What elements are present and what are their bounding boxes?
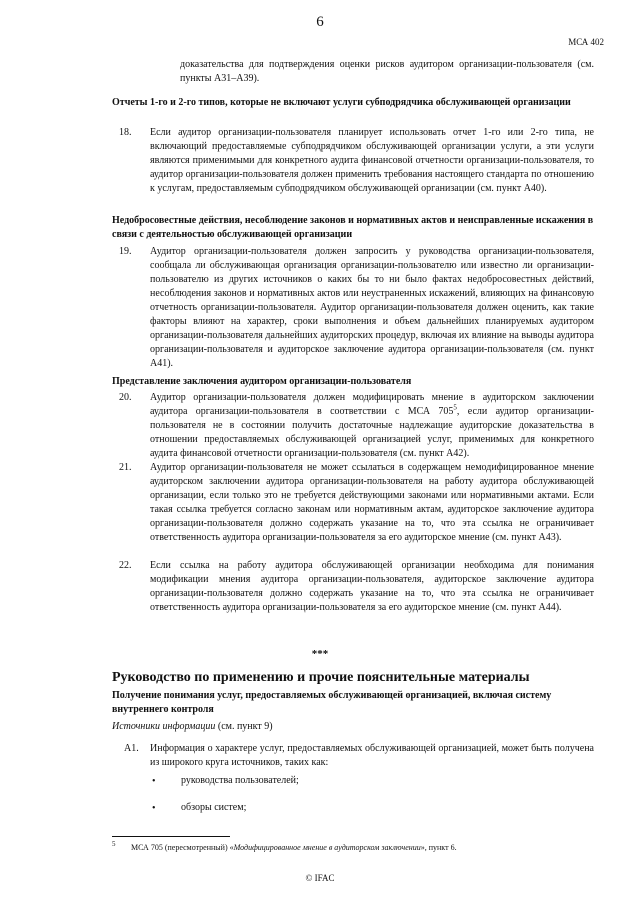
footnote-text: МСА 705 (пересмотренный) «Модифицированное мнение в аудиторском заключении», пункт 6. xyxy=(131,843,457,852)
section-heading-fraud: Недобросовестные действия, несоблюдение законов и нормативных актов и неисправленные искажения в связи с деятельностью обслуживающей организации xyxy=(112,215,594,240)
section-heading-type-reports: Отчеты 1-го и 2-го типов, которые не включают услуги субподрядчика обслуживающей организации xyxy=(112,97,571,108)
paragraph-number: 18. xyxy=(119,127,132,138)
bullet-icon: • xyxy=(152,803,156,814)
sources-heading: Источники информации (см. пункт 9) xyxy=(112,721,273,732)
paragraph-19: Аудитор организации-пользователя должен запросить у руководства организации-пользователя, сообщала ли обслуживающая организация организации-пользователю или известно ли организации-пользователю из других источников о каких бы то ни было фактах недобросовестных действий, несоблюдения законов и нормативных актов или неустраненных искажений, влияющих на финансовую отчетность организации-пользователя. Аудитор организации-пользователя должен оценить, как такие факторы влияют на характер, сроки выполнения и объем дальнейших планируемых аудитором организации-пользователя дальнейших аудиторских процедур, включая их влияние на выводы аудитора организации-пользователя и аудиторское заключение аудитора организации-пользователя (см. пункт А41). xyxy=(150,246,594,369)
guidance-title: Руководство по применению и прочие пояснительные материалы xyxy=(112,670,530,685)
paragraph-21: Аудитор организации-пользователя не может ссылаться в содержащем немодифицированное мнение аудиторском заключении аудитора организации-пользователя на работу аудитора обслуживающей организации, если только это не требуется действующими законами или нормативными актами. Если такая ссылка требуется согласно законам или нормативным актам, аудиторское заключение аудитора организации-пользователя должно содержать указание на то, что эта ссылка не ограничивает ответственность аудитора организации-пользователя за его аудиторское мнение (см. пункт А43). xyxy=(150,462,594,543)
paragraph-number: 19. xyxy=(119,246,132,257)
footnote-reference: 5 xyxy=(453,403,457,412)
paragraph-number: 22. xyxy=(119,560,132,571)
list-item: обзоры систем; xyxy=(181,802,247,813)
page-number: 6 xyxy=(316,14,324,30)
paragraph-20: Аудитор организации-пользователя должен модифицировать мнение в аудиторском заключении аудитора организации-пользователя в соответствии с МСА $705^5$, если аудитор организации-пользователя не в состоянии получить достаточные надлежащие аудиторские доказательства в отношении предоставляемых обслуживающей организацией услуг, применимых для конкретного аудита финансовой отчетности организации-пользователя (см. пункт А42). xyxy=(150,392,594,459)
paragraph-number: 21. xyxy=(119,462,132,473)
guidance-subheading: Получение понимания услуг, предоставляемых обслуживающей организацией, включая систему внутреннего контроля xyxy=(112,690,552,715)
paragraph-18: Если аудитор организации-пользователя планирует использовать отчет 1-го или 2-го типа, не включающий предоставляемые субподрядчиком обслуживающей организации услуги, а эти услуги являются применимыми для конкретного аудита финансовой отчетности организации-пользователя, то аудитор организации-пользователя должен применить требования настоящего стандарта по отношению к услугам, предоставляемым субподрядчиком обслуживающей организации (см. пункт А40). xyxy=(150,127,594,194)
copyright-footer: © IFAC xyxy=(305,873,335,883)
section-heading-reporting: Представление заключения аудитором организации-пользователя xyxy=(112,376,412,387)
paragraph-number: 20. xyxy=(119,392,132,403)
footnote-divider xyxy=(112,836,230,837)
list-item: руководства пользователей; xyxy=(181,775,299,786)
paragraph-22: Если ссылка на работу аудитора обслуживающей организации необходима для понимания модификации мнения аудитора организации-пользователя, аудиторское заключение аудитора организации-пользователя должно содержать указание на то, что эта ссылка не ограничивает ответственность аудитора организации-пользователя за его аудиторское мнение (см. пункт А44). xyxy=(150,560,594,613)
intro-continuation: доказательства для подтверждения оценки рисков аудитором организации-пользователя (см. пункты А31–А39). xyxy=(180,59,594,84)
paragraph-a1: Информация о характере услуг, предоставляемых обслуживающей организацией, может быть получена из широкого круга источников, таких как: xyxy=(150,743,594,768)
paragraph-number: А1. xyxy=(124,743,139,754)
footnote-mark: 5 xyxy=(112,840,116,848)
standard-code: МСА 402 xyxy=(568,37,604,47)
section-separator: *** xyxy=(311,648,329,660)
bullet-icon: • xyxy=(152,776,156,787)
